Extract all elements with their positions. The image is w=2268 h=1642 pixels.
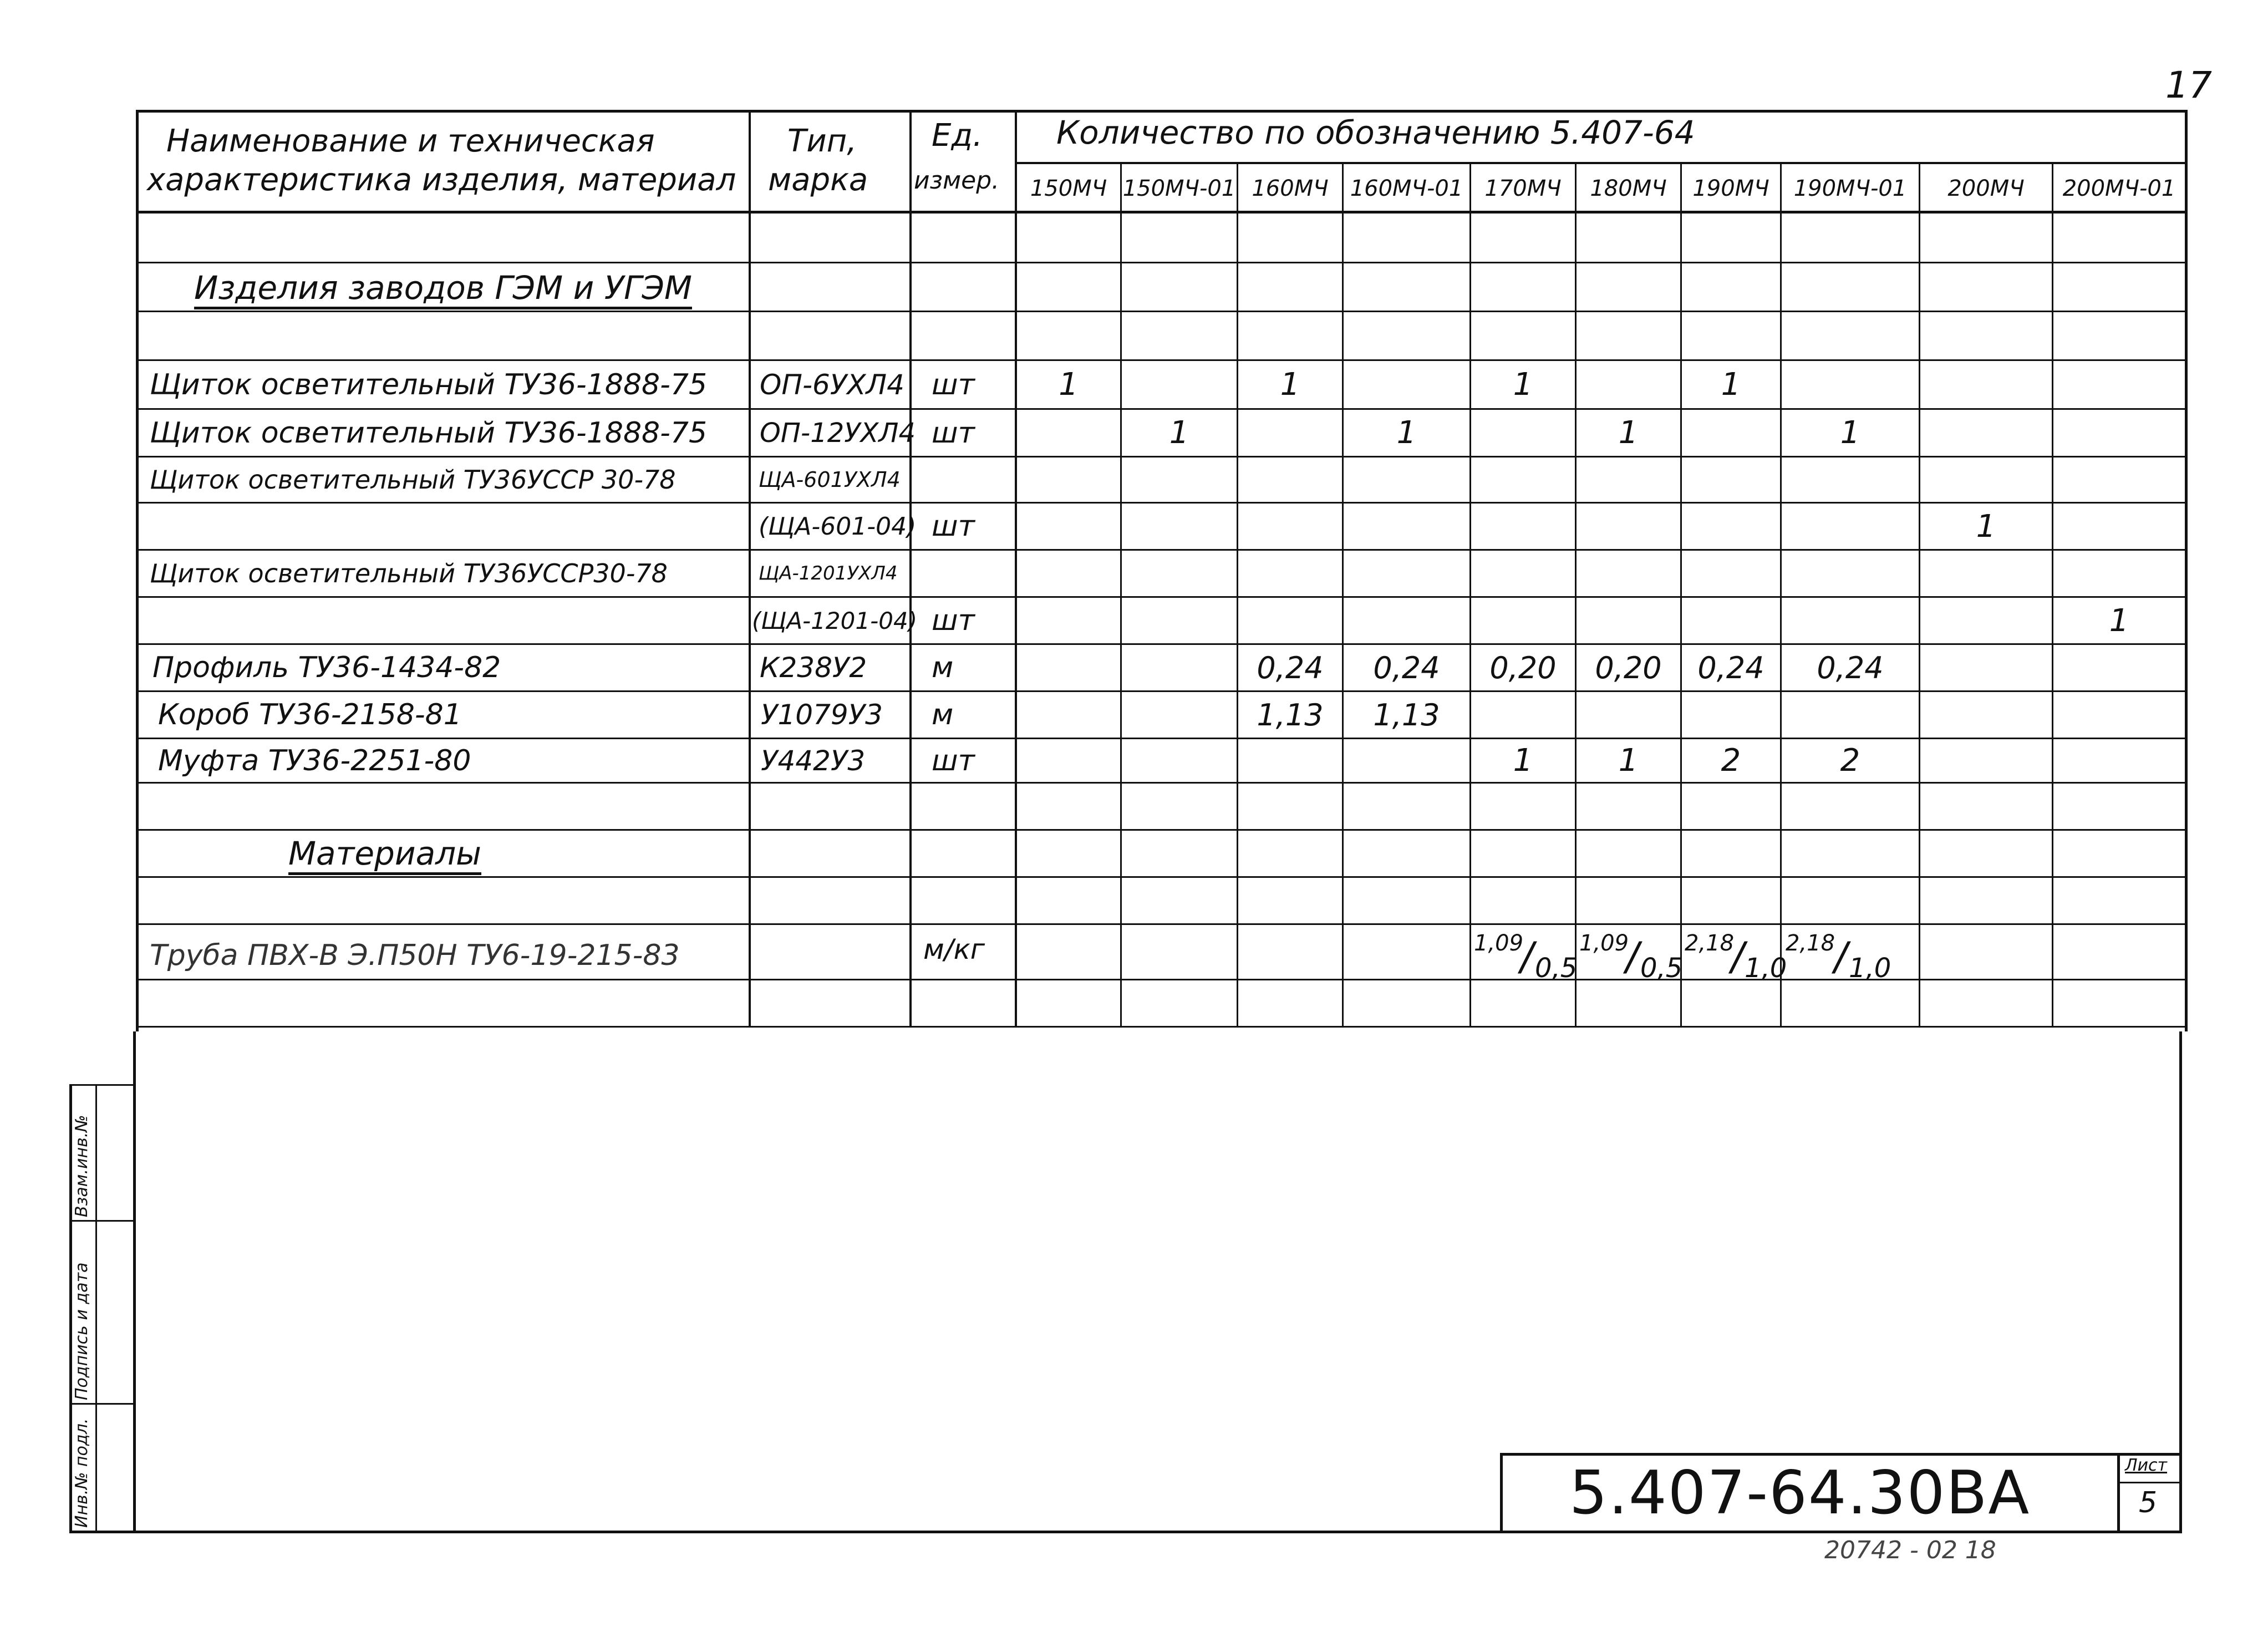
- material-name: Труба ПВХ-В Э.П50Н ТУ6-19-215-83: [150, 938, 680, 972]
- header-type-line1: Тип,: [787, 123, 857, 159]
- row-value: 1: [1513, 367, 1533, 403]
- material-fraction: [1474, 931, 1578, 984]
- qty-col-header: 170МЧ: [1484, 176, 1562, 201]
- stamp-replaced-inv: Взам.инв.№: [72, 1115, 91, 1217]
- fraction-slash: /: [1626, 934, 1639, 979]
- fraction-denominator: 0,5: [1535, 953, 1578, 984]
- fraction-numerator: 1,09: [1474, 931, 1524, 956]
- page-number: 17: [2165, 64, 2212, 106]
- header-qty-title: Количество по обозначению 5.407-64: [1056, 114, 1695, 151]
- material-unit: м/кг: [923, 933, 985, 965]
- row-value: 1: [1618, 743, 1639, 779]
- header-name-line2: характеристика изделия, материал: [147, 162, 736, 198]
- row-name: Профиль ТУ36-1434-82: [152, 651, 501, 684]
- row-type: ЩА-601УХЛ4: [759, 467, 901, 492]
- fraction-denominator: 0,5: [1640, 953, 1683, 984]
- fraction-slash: /: [1521, 934, 1534, 979]
- qty-col-header: 160МЧ: [1252, 176, 1329, 201]
- row-type: У1079У3: [761, 699, 883, 731]
- qty-col-header: 190МЧ: [1692, 176, 1769, 201]
- sheet-number: 5: [2139, 1486, 2158, 1519]
- row-unit: шт: [932, 416, 975, 450]
- sheet-label: Лист: [2125, 1456, 2168, 1475]
- material-fraction: [1579, 931, 1683, 984]
- stamp-inv-number: Инв.№ подл.: [72, 1418, 91, 1528]
- row-name: Щиток осветительный ТУ36УССР30-78: [150, 558, 668, 588]
- archive-number: 20742 - 02 18: [1824, 1536, 1996, 1564]
- row-value: 1: [1169, 415, 1189, 451]
- row-value: 2: [1721, 743, 1741, 779]
- row-value: 0,24: [1257, 650, 1324, 685]
- row-type: (ЩА-1201-04): [752, 607, 918, 634]
- row-type: ОП-12УХЛ4: [760, 417, 916, 449]
- qty-col-header: 200МЧ: [1947, 176, 2025, 201]
- fraction-denominator: 1,0: [1745, 953, 1787, 984]
- row-value: 2: [1840, 743, 1860, 779]
- row-value: 1: [1059, 367, 1079, 403]
- row-unit: шт: [932, 368, 975, 401]
- row-unit: шт: [932, 744, 975, 777]
- row-unit: шт: [932, 510, 975, 543]
- row-type: (ЩА-601-04): [759, 512, 917, 541]
- row-type: ОП-6УХЛ4: [760, 368, 904, 401]
- fraction-slash: /: [1834, 934, 1848, 979]
- row-name: Короб ТУ36-2158-81: [158, 698, 462, 731]
- row-value: 1: [1513, 743, 1533, 779]
- row-name: Щиток осветительный ТУ36УССР 30-78: [150, 465, 676, 495]
- header-name-line1: Наименование и техническая: [166, 123, 655, 159]
- fraction-slash: /: [1731, 934, 1745, 979]
- row-value: 1: [2109, 602, 2129, 639]
- fraction-denominator: 1,0: [1849, 953, 1891, 984]
- header-unit-line2: измер.: [914, 166, 1000, 195]
- qty-col-header: 180МЧ: [1590, 176, 1667, 201]
- qty-col-header: 150МЧ: [1030, 176, 1107, 201]
- row-type: К238У2: [760, 652, 867, 684]
- fraction-numerator: 1,09: [1579, 931, 1629, 956]
- row-type: ЩА-1201УХЛ4: [759, 562, 898, 584]
- row-value: 1,13: [1257, 697, 1324, 733]
- row-name: Муфта ТУ36-2251-80: [158, 744, 471, 777]
- row-value: 1: [1396, 415, 1417, 451]
- row-value: 1: [1721, 367, 1741, 403]
- section-materials-heading: Материалы: [288, 835, 481, 872]
- row-value: 0,20: [1595, 650, 1662, 685]
- row-value: 0,24: [1373, 650, 1440, 685]
- header-unit-line1: Ед.: [932, 118, 983, 154]
- row-type: У442У3: [761, 744, 866, 777]
- row-value: 0,24: [1697, 650, 1764, 685]
- qty-col-header: 160МЧ-01: [1350, 176, 1463, 201]
- qty-col-header: 200МЧ-01: [2062, 176, 2176, 201]
- row-value: 1: [1280, 367, 1300, 403]
- qty-col-header: 150МЧ-01: [1122, 176, 1236, 201]
- row-name: Щиток осветительный ТУ36-1888-75: [150, 416, 708, 450]
- stamp-signature-date: Подпись и дата: [72, 1262, 91, 1400]
- fraction-numerator: 2,18: [1685, 931, 1735, 956]
- row-unit: м: [932, 698, 954, 731]
- row-value: 1,13: [1373, 697, 1440, 733]
- row-value: 0,20: [1489, 650, 1557, 685]
- document-designation: 5.407-64.30ВА: [1569, 1458, 2031, 1528]
- row-value: 1: [1618, 415, 1639, 451]
- qty-col-header: 190МЧ-01: [1793, 176, 1907, 201]
- header-type-line2: марка: [768, 162, 868, 198]
- row-value: 0,24: [1817, 650, 1884, 685]
- material-fraction: [1685, 931, 1787, 984]
- fraction-numerator: 2,18: [1786, 931, 1835, 956]
- row-value: 1: [1976, 508, 1996, 545]
- section-products-heading: Изделия заводов ГЭМ и УГЭМ: [194, 269, 692, 307]
- row-unit: м: [932, 651, 954, 684]
- row-value: 1: [1840, 415, 1860, 451]
- row-name: Щиток осветительный ТУ36-1888-75: [150, 368, 708, 401]
- material-fraction: [1786, 931, 1913, 984]
- row-unit: шт: [932, 604, 975, 637]
